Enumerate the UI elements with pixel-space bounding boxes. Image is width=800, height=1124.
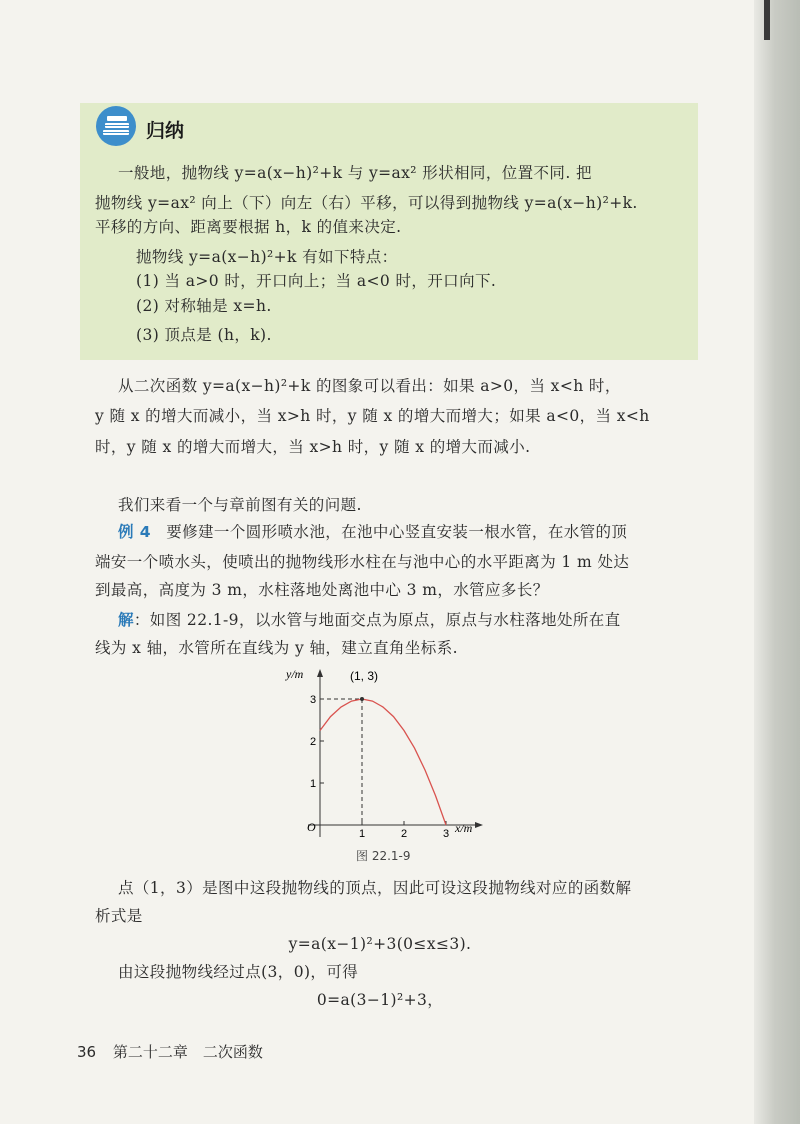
summary-line-1: 一般地，抛物线 y=a(x−h)²+k 与 y=ax² 形状相同，位置不同. 把	[118, 164, 592, 182]
figure-caption: 图 22.1-9	[356, 849, 411, 863]
x-axis-arrow	[475, 822, 483, 828]
para1-line-2: y 随 x 的增大而减小，当 x>h 时，y 随 x 的增大而增大；如果 a<0，当 x<h	[95, 407, 650, 425]
x-tick-label: 2	[401, 828, 408, 840]
summary-title: 归纳	[146, 120, 185, 142]
y-tick-label: 2	[310, 736, 317, 748]
solution-line-2: 线为 x 轴，水管所在直线为 y 轴，建立直角坐标系.	[95, 639, 458, 657]
summary-line-2: 抛物线 y=ax² 向上（下）向左（右）平移，可以得到抛物线 y=a(x−h)²+k.	[95, 194, 638, 212]
x-axis-label: x/m	[455, 821, 473, 835]
parabola-curve	[320, 699, 446, 825]
solution-line-1	[118, 610, 621, 630]
para2: 我们来看一个与章前图有关的问题.	[118, 496, 362, 514]
parabola-chart	[280, 665, 500, 845]
y-axis-label: y/m	[286, 667, 304, 681]
page-edge	[754, 0, 800, 1124]
vertex-label: (1, 3)	[350, 669, 379, 683]
summary-line-7: (3) 顶点是 (h，k).	[136, 326, 272, 344]
x-tick-label: 1	[359, 828, 366, 840]
example-text-1: 要修建一个圆形喷水池，在池中心竖直安装一根水管，在水管的顶	[166, 523, 628, 541]
page-footer	[77, 1041, 263, 1062]
para3-line-1: 点（1，3）是图中这段抛物线的顶点，因此可设这段抛物线对应的函数解	[118, 879, 632, 897]
example-line-1	[118, 522, 627, 542]
x-tick-label: 3	[443, 828, 450, 840]
solution-label: 解	[118, 611, 134, 629]
chapter-title: 第二十二章 二次函数	[112, 1043, 263, 1061]
y-axis-arrow	[317, 669, 323, 677]
para1-line-1: 从二次函数 y=a(x−h)²+k 的图象可以看出：如果 a>0，当 x<h 时，	[118, 377, 621, 395]
equation-1: y=a(x−1)²+3(0≤x≤3).	[288, 935, 472, 953]
origin-label: O	[307, 820, 316, 834]
para3-line-2: 析式是	[95, 907, 143, 925]
equation-2: 0=a(3−1)²+3，	[316, 991, 444, 1009]
example-label: 例 4	[118, 523, 151, 541]
page-edge-mark	[764, 0, 770, 40]
example-line-3: 到最高，高度为 3 m，水柱落地处离池中心 3 m，水管应多长？	[95, 581, 549, 599]
page-number: 36	[77, 1043, 97, 1061]
summary-line-5: (1) 当 a>0 时，开口向上；当 a<0 时，开口向下.	[136, 272, 497, 290]
summary-line-6: (2) 对称轴是 x=h.	[136, 297, 272, 315]
example-line-2: 端安一个喷水头，使喷出的抛物线形水柱在与池中心的水平距离为 1 m 处达	[95, 553, 630, 571]
book-stack-icon	[96, 106, 136, 146]
y-tick-label: 3	[310, 694, 317, 706]
y-tick-label: 1	[310, 778, 317, 790]
para1-line-3: 时，y 随 x 的增大而增大，当 x>h 时，y 随 x 的增大而减小.	[95, 438, 531, 456]
summary-line-3: 平移的方向、距离要根据 h，k 的值来决定.	[95, 218, 402, 236]
vertex-point	[360, 697, 364, 701]
para4: 由这段抛物线经过点(3，0)，可得	[118, 963, 359, 981]
summary-line-4: 抛物线 y=a(x−h)²+k 有如下特点：	[136, 248, 398, 266]
solution-text-1: ：如图 22.1-9，以水管与地面交点为原点，原点与水柱落地处所在直	[133, 611, 621, 629]
